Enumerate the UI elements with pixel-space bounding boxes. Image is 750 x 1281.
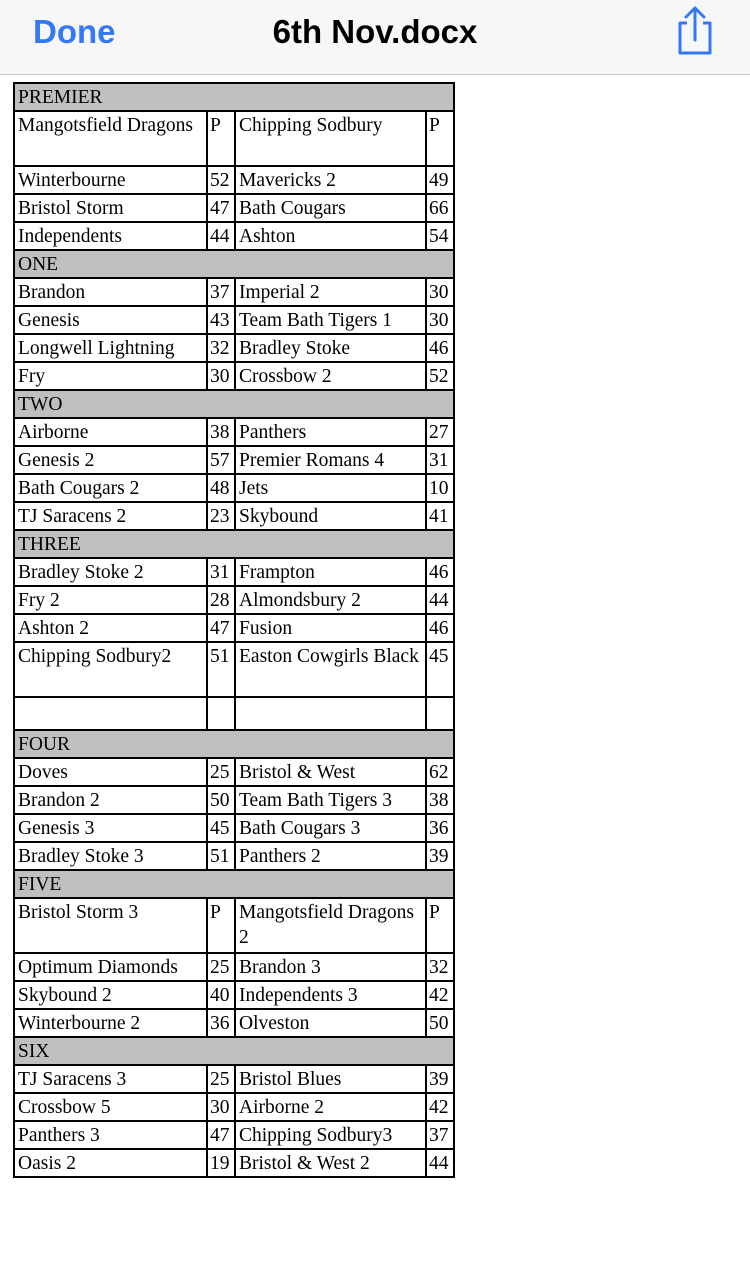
home-score: 25 [207,758,235,786]
away-score: 39 [426,1065,454,1093]
league-name: SIX [14,1037,454,1065]
fixture-row [14,474,454,502]
league-name: PREMIER [14,83,454,111]
home-team: Mangotsfield Dragons [14,111,207,166]
home-team: TJ Saracens 2 [14,502,207,530]
league-header-row [14,390,454,418]
home-score: P [207,898,235,953]
away-team: Team Bath Tigers 1 [235,306,426,334]
away-team: Mavericks 2 [235,166,426,194]
home-score: 45 [207,814,235,842]
fixture-row [14,898,454,953]
fixture-row [14,614,454,642]
home-team: Brandon 2 [14,786,207,814]
away-score: 31 [426,446,454,474]
home-score: 25 [207,953,235,981]
fixture-row [14,1121,454,1149]
home-score: 25 [207,1065,235,1093]
away-score: 66 [426,194,454,222]
away-score: 27 [426,418,454,446]
home-team: Winterbourne [14,166,207,194]
home-score [207,697,235,730]
away-team [235,697,426,730]
fixture-row [14,642,454,697]
home-score: 57 [207,446,235,474]
done-button[interactable]: Done [33,13,116,50]
home-score: 47 [207,614,235,642]
league-name: FOUR [14,730,454,758]
away-team: Imperial 2 [235,278,426,306]
league-header-row [14,1037,454,1065]
away-score: 44 [426,1149,454,1177]
away-team: Chipping Sodbury [235,111,426,166]
home-team: Doves [14,758,207,786]
fixture-row [14,502,454,530]
away-team: Bristol Blues [235,1065,426,1093]
home-score: 48 [207,474,235,502]
away-team: Panthers 2 [235,842,426,870]
away-team: Brandon 3 [235,953,426,981]
fixture-row [14,953,454,981]
home-team: Genesis 3 [14,814,207,842]
away-team: Panthers [235,418,426,446]
away-team: Bristol & West 2 [235,1149,426,1177]
home-score: 43 [207,306,235,334]
away-team: Bath Cougars [235,194,426,222]
away-team: Olveston [235,1009,426,1037]
away-team: Jets [235,474,426,502]
away-team: Airborne 2 [235,1093,426,1121]
away-team: Chipping Sodbury3 [235,1121,426,1149]
home-score: 19 [207,1149,235,1177]
league-header-row [14,83,454,111]
fixture-row [14,981,454,1009]
fixture-row [14,446,454,474]
league-name: TWO [14,390,454,418]
away-team: Skybound [235,502,426,530]
away-team: Bath Cougars 3 [235,814,426,842]
home-team: Ashton 2 [14,614,207,642]
away-score: 50 [426,1009,454,1037]
home-score: 47 [207,1121,235,1149]
fixture-row [14,786,454,814]
results-table [13,82,455,1178]
home-team: Independents [14,222,207,250]
fixture-row [14,1093,454,1121]
league-header-row [14,870,454,898]
away-score [426,697,454,730]
league-header-row [14,530,454,558]
away-team: Crossbow 2 [235,362,426,390]
away-score: 49 [426,166,454,194]
league-header-row [14,250,454,278]
league-name: THREE [14,530,454,558]
home-score: 30 [207,362,235,390]
away-score: 38 [426,786,454,814]
home-score: 30 [207,1093,235,1121]
home-team: Bradley Stoke 3 [14,842,207,870]
home-score: 51 [207,842,235,870]
fixture-row [14,558,454,586]
away-score: 37 [426,1121,454,1149]
home-team: Brandon [14,278,207,306]
home-team: Genesis [14,306,207,334]
home-team: Bath Cougars 2 [14,474,207,502]
fixture-row [14,1009,454,1037]
league-header-row [14,730,454,758]
fixture-row [14,1065,454,1093]
away-score: 36 [426,814,454,842]
home-score: 23 [207,502,235,530]
away-score: 39 [426,842,454,870]
away-score: 46 [426,614,454,642]
away-score: 52 [426,362,454,390]
home-score: 37 [207,278,235,306]
fixture-row [14,278,454,306]
navigation-bar [0,0,750,75]
home-score: 28 [207,586,235,614]
home-team: Fry 2 [14,586,207,614]
fixture-row [14,697,454,730]
away-team: Almondsbury 2 [235,586,426,614]
away-team: Bradley Stoke [235,334,426,362]
league-name: ONE [14,250,454,278]
document-title: 6th Nov.docx [272,13,478,50]
away-team: Easton Cowgirls Black [235,642,426,697]
fixture-row [14,111,454,166]
share-icon [672,4,718,56]
home-score: 44 [207,222,235,250]
home-score: 47 [207,194,235,222]
away-score: 30 [426,306,454,334]
away-team: Independents 3 [235,981,426,1009]
away-team: Premier Romans 4 [235,446,426,474]
away-team: Team Bath Tigers 3 [235,786,426,814]
home-score: 36 [207,1009,235,1037]
home-team: Crossbow 5 [14,1093,207,1121]
away-team: Mangotsfield Dragons 2 [235,898,426,953]
away-score: 30 [426,278,454,306]
away-team: Frampton [235,558,426,586]
away-score: 45 [426,642,454,697]
fixture-row [14,586,454,614]
away-score: 54 [426,222,454,250]
away-score: P [426,898,454,953]
home-team: Oasis 2 [14,1149,207,1177]
away-team: Bristol & West [235,758,426,786]
home-score: 31 [207,558,235,586]
home-team [14,697,207,730]
home-team: Bristol Storm 3 [14,898,207,953]
home-team: Winterbourne 2 [14,1009,207,1037]
away-score: 10 [426,474,454,502]
home-score: 51 [207,642,235,697]
home-score: 32 [207,334,235,362]
fixture-row [14,814,454,842]
home-team: Optimum Diamonds [14,953,207,981]
fixture-row [14,362,454,390]
away-score: 46 [426,334,454,362]
fixture-row [14,334,454,362]
home-team: Bristol Storm [14,194,207,222]
home-team: Panthers 3 [14,1121,207,1149]
away-score: P [426,111,454,166]
home-score: 40 [207,981,235,1009]
share-button[interactable] [672,4,718,56]
away-score: 46 [426,558,454,586]
home-team: Genesis 2 [14,446,207,474]
away-team: Fusion [235,614,426,642]
away-team: Ashton [235,222,426,250]
away-score: 44 [426,586,454,614]
league-name: FIVE [14,870,454,898]
fixture-row [14,842,454,870]
fixture-row [14,166,454,194]
away-score: 41 [426,502,454,530]
home-team: TJ Saracens 3 [14,1065,207,1093]
fixture-row [14,1149,454,1177]
home-score: 38 [207,418,235,446]
home-team: Airborne [14,418,207,446]
home-team: Longwell Lightning [14,334,207,362]
fixture-row [14,222,454,250]
home-score: 50 [207,786,235,814]
home-team: Bradley Stoke 2 [14,558,207,586]
home-score: 52 [207,166,235,194]
home-team: Fry [14,362,207,390]
fixture-row [14,758,454,786]
away-score: 42 [426,981,454,1009]
away-score: 32 [426,953,454,981]
fixture-row [14,194,454,222]
fixture-row [14,306,454,334]
fixture-row [14,418,454,446]
home-team: Chipping Sodbury2 [14,642,207,697]
home-team: Skybound 2 [14,981,207,1009]
away-score: 62 [426,758,454,786]
away-score: 42 [426,1093,454,1121]
home-score: P [207,111,235,166]
document-viewer[interactable] [0,76,750,1281]
